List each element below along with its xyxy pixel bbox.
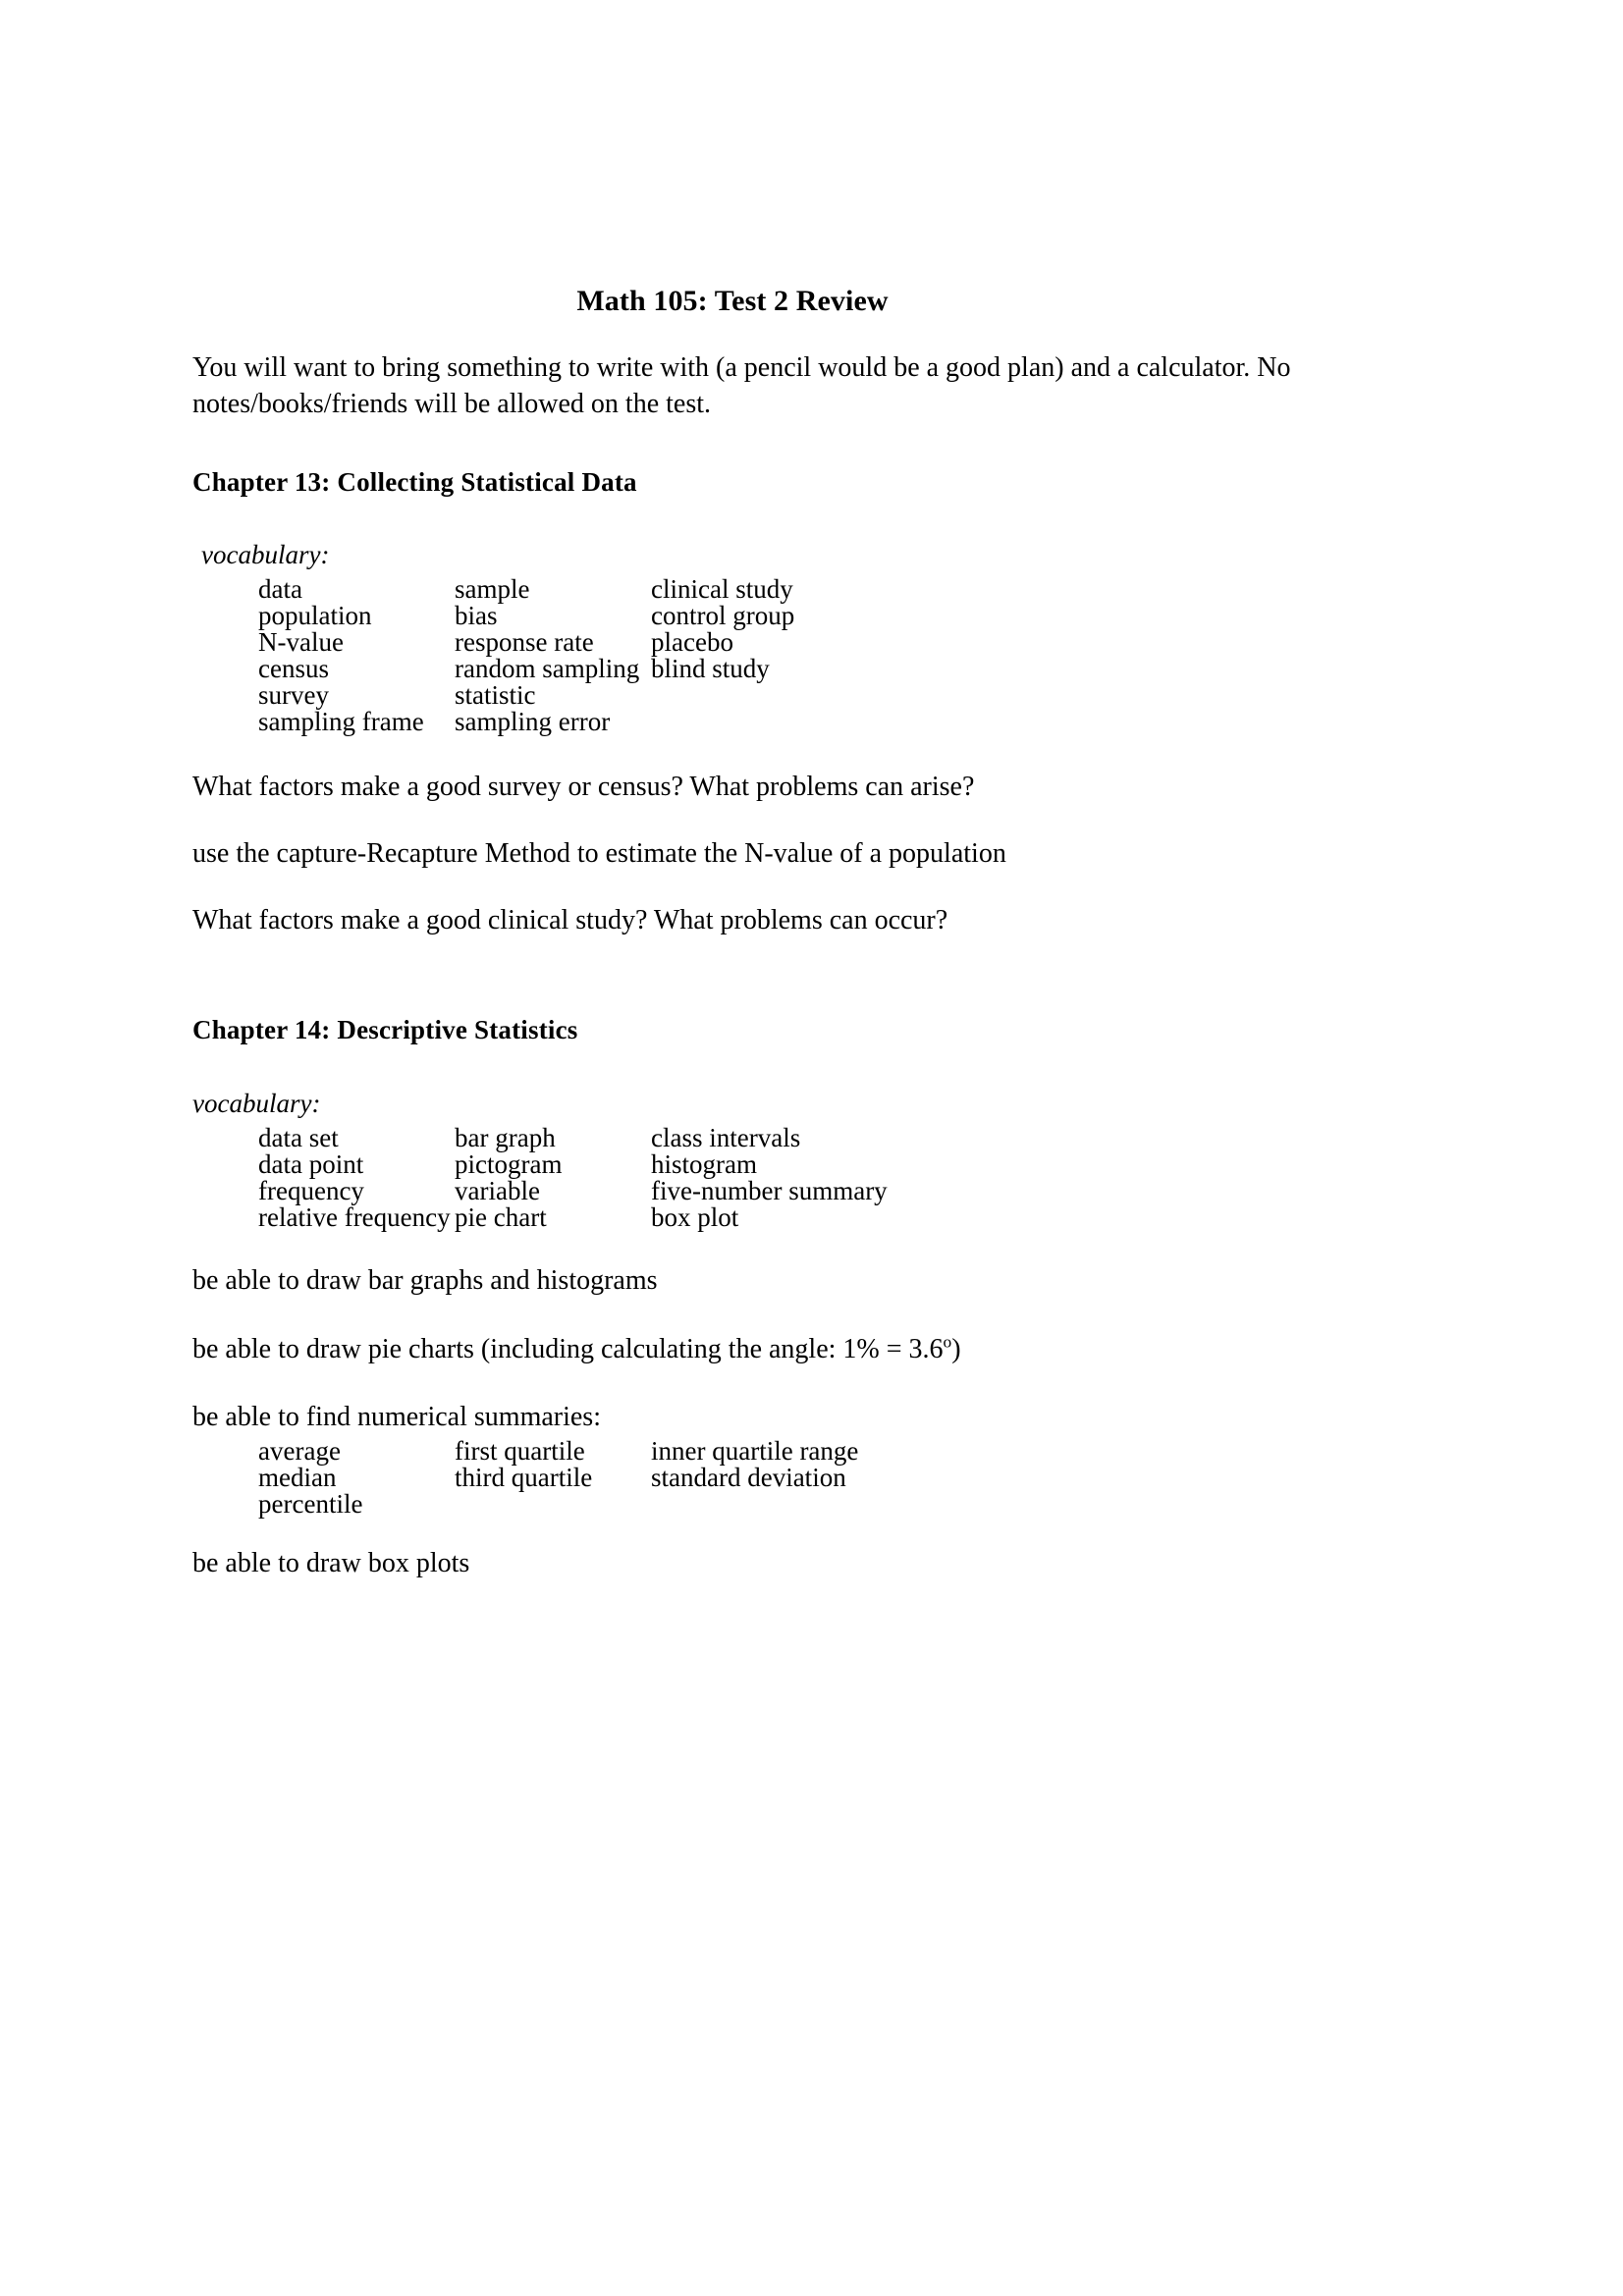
chapter-13-line-2: use the capture-Recapture Method to estimate the N-value of a population bbox=[192, 838, 1006, 870]
vocabulary-row bbox=[258, 603, 906, 629]
vocabulary-row bbox=[258, 629, 906, 656]
vocabulary-row bbox=[258, 1125, 926, 1151]
vocabulary-term: bar graph bbox=[455, 1123, 556, 1153]
chapter-13-line-3: What factors make a good clinical study? What problems can occur? bbox=[192, 904, 948, 935]
vocabulary-term: pie chart bbox=[455, 1202, 547, 1233]
vocabulary-term: sampling frame bbox=[258, 707, 424, 737]
chapter-14-heading: Chapter 14: Descriptive Statistics bbox=[192, 1015, 578, 1045]
document-content bbox=[192, 0, 1508, 1580]
chapter-13-vocabulary-table bbox=[258, 576, 906, 735]
summary-row bbox=[258, 1438, 926, 1465]
vocabulary-term: sample bbox=[455, 574, 530, 605]
degree-superscript: o bbox=[943, 1332, 952, 1352]
vocabulary-term: census bbox=[258, 654, 329, 684]
vocabulary-term: blind study bbox=[651, 654, 770, 684]
vocabulary-term: histogram bbox=[651, 1149, 757, 1180]
vocabulary-row bbox=[258, 1204, 926, 1231]
summary-row bbox=[258, 1465, 926, 1491]
summary-term: inner quartile range bbox=[651, 1436, 859, 1467]
chapter-14-line-3: be able to find numerical summaries: bbox=[192, 1402, 601, 1433]
pie-chart-angle-text: be able to draw pie charts (including calculating the angle: 1% = 3.6 bbox=[192, 1333, 944, 1364]
chapter-14-line-2 bbox=[192, 1298, 1508, 1366]
vocabulary-term: control group bbox=[651, 601, 795, 631]
summary-term: average bbox=[258, 1436, 341, 1467]
chapter-14-vocabulary-label: vocabulary: bbox=[192, 1089, 321, 1119]
vocabulary-term: pictogram bbox=[455, 1149, 563, 1180]
vocabulary-term: box plot bbox=[651, 1202, 739, 1233]
vocabulary-term: clinical study bbox=[651, 574, 793, 605]
vocabulary-term: population bbox=[258, 601, 372, 631]
intro-paragraph: You will want to bring something to write with (a pencil would be a good plan) and a calculator. No notes/books/friends will be allowed on the test. bbox=[192, 352, 1291, 420]
summary-term bbox=[455, 1491, 651, 1518]
numerical-summaries-table bbox=[258, 1438, 926, 1518]
summary-term: percentile bbox=[258, 1489, 363, 1520]
vocabulary-term: data bbox=[258, 574, 302, 605]
chapter-14-line-1: be able to draw bar graphs and histograms bbox=[192, 1265, 658, 1297]
chapter-13-vocabulary-label: vocabulary: bbox=[201, 540, 330, 570]
summary-term: first quartile bbox=[455, 1436, 585, 1467]
vocabulary-term: sampling error bbox=[455, 707, 611, 737]
vocabulary-row bbox=[258, 1178, 926, 1204]
vocabulary-row bbox=[258, 709, 906, 735]
vocabulary-row bbox=[258, 682, 906, 709]
summary-row bbox=[258, 1491, 926, 1518]
summary-term: third quartile bbox=[455, 1463, 593, 1493]
vocabulary-term: placebo bbox=[651, 627, 733, 658]
vocabulary-term: N-value bbox=[258, 627, 344, 658]
vocabulary-term bbox=[651, 709, 906, 735]
vocabulary-term: class intervals bbox=[651, 1123, 801, 1153]
vocabulary-row bbox=[258, 1151, 926, 1178]
vocabulary-term: data point bbox=[258, 1149, 364, 1180]
vocabulary-term: five-number summary bbox=[651, 1176, 888, 1206]
chapter-14-vocabulary-table bbox=[258, 1125, 926, 1231]
summary-term: median bbox=[258, 1463, 337, 1493]
summary-term bbox=[651, 1491, 926, 1518]
vocabulary-row bbox=[258, 656, 906, 682]
vocabulary-term: statistic bbox=[455, 680, 536, 711]
chapter-13-line-1: What factors make a good survey or census? What problems can arise? bbox=[192, 772, 975, 803]
chapter-14-line-4: be able to draw box plots bbox=[192, 1548, 470, 1579]
vocabulary-row bbox=[258, 576, 906, 603]
vocabulary-term: survey bbox=[258, 680, 329, 711]
vocabulary-term: response rate bbox=[455, 627, 594, 658]
chapter-13-heading: Chapter 13: Collecting Statistical Data bbox=[192, 467, 637, 498]
vocabulary-term: variable bbox=[455, 1176, 540, 1206]
vocabulary-term: frequency bbox=[258, 1176, 364, 1206]
page-title: Math 105: Test 2 Review bbox=[576, 285, 889, 317]
vocabulary-term: random sampling bbox=[455, 654, 640, 684]
vocabulary-term: bias bbox=[455, 601, 498, 631]
vocabulary-term: data set bbox=[258, 1123, 339, 1153]
vocabulary-term: relative frequency bbox=[258, 1202, 451, 1233]
summary-term: standard deviation bbox=[651, 1463, 846, 1493]
pie-chart-angle-suffix: ) bbox=[951, 1333, 961, 1364]
vocabulary-term bbox=[651, 682, 906, 709]
